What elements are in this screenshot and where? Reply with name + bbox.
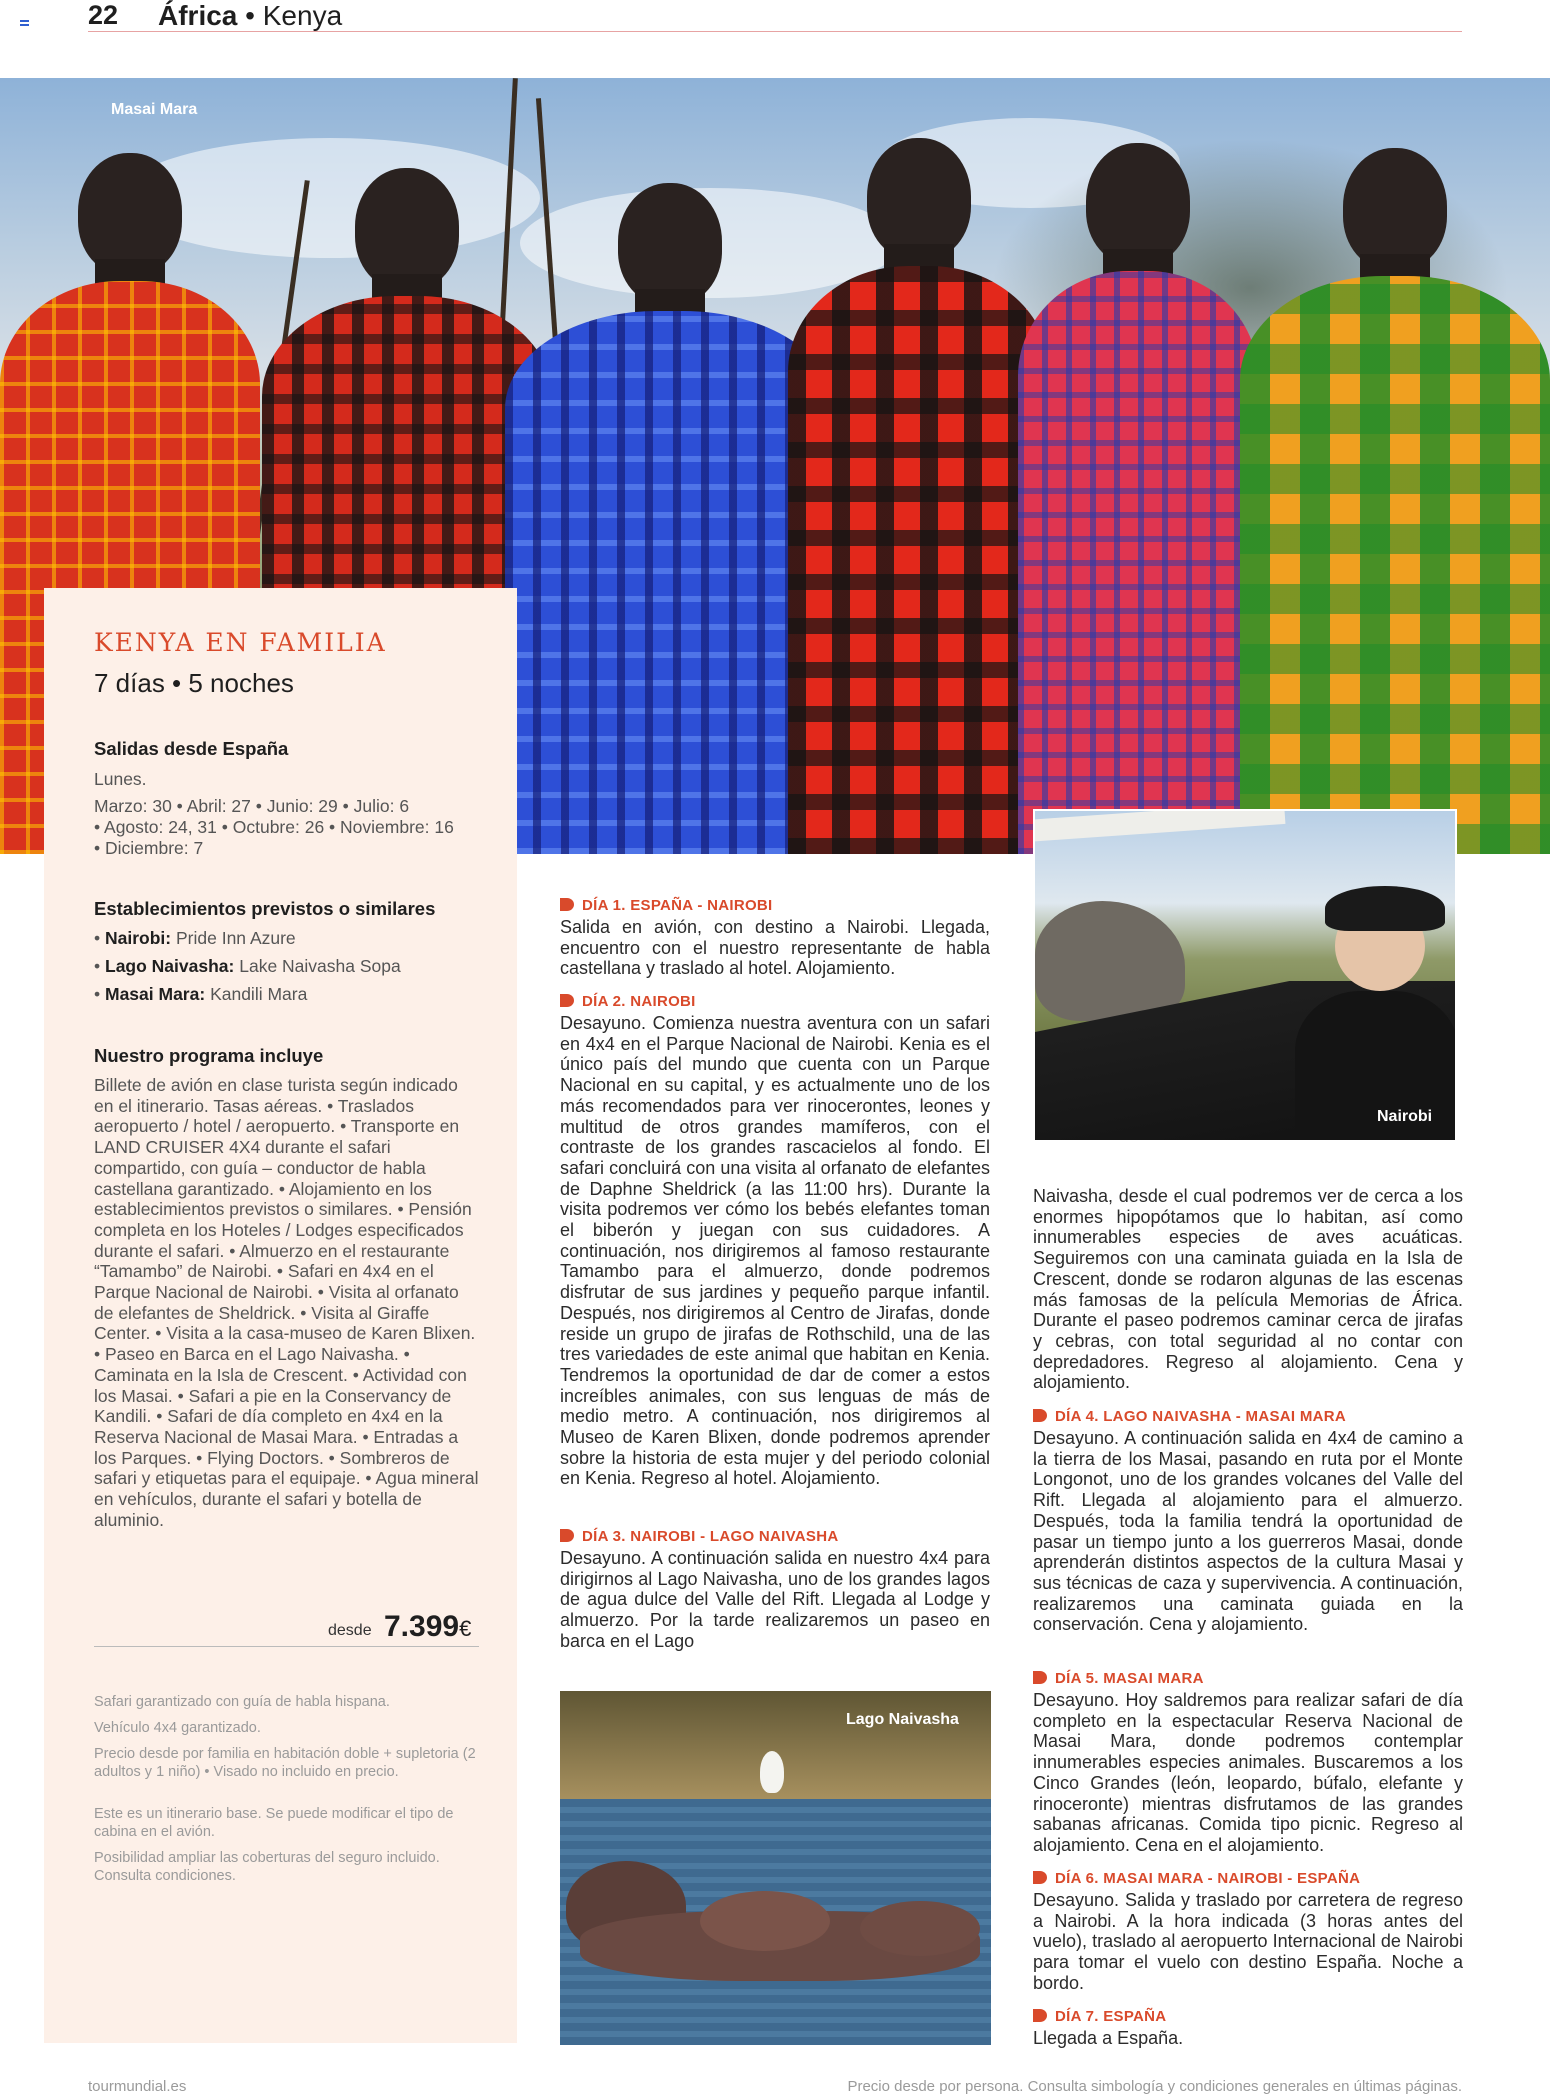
note-price-basis: Precio desde por familia en habitación doble + supletoria (2 adultos y 1 niño) • Visado no incluido en precio. [94,1746,476,1780]
day-3-text-continued: Naivasha, desde el cual podremos ver de cerca a los enormes hipopótamos que lo habitan, así como innumerables especies de aves acuáticas. Seguiremos con una caminata guiada en la Isla de Crescent, donde se rodaron algunas de las escenas más famosas de la película Memorias de África. Durante el paseo podremos caminar cerca de jirafas y cebras, con total seguridad al no contar con depredadores. Regreso al alojamiento. Cena y alojamiento. [1033,1186,1463,1393]
departures-heading: Salidas desde España [94,738,289,759]
day-1-text: Salida en avión, con destino a Nairobi. Llegada, encuentro con el nuestro representante de habla castellana y traslado al hotel. Alojamiento. [560,917,990,979]
price-from-label: desde [328,1622,372,1639]
hotel-item-nairobi: • Nairobi: Pride Inn Azure [94,928,296,948]
hero-caption: Masai Mara [111,101,198,118]
price-amount: 7.399€ [384,1610,472,1643]
note-insurance: Posibilidad ampliar las coberturas del seguro incluido. Consulta condiciones. [94,1850,440,1884]
day-3-text: Desayuno. A continuación salida en nuestro 4x4 para dirigirnos al Lago Naivasha, uno de los grandes lagos de agua dulce del Valle del Rift. Llegada al Lodge y almuerzo. Por la tarde realizaremos un paseo en barca en el Lago [560,1548,990,1651]
warrior-green-yellow-shuka [1240,148,1550,854]
country-name: Kenya [262,0,343,31]
day-6-text: Desayuno. Salida y traslado por carretera de regreso a Nairobi. A la hora indicada (3 horas antes del vuelo), traslado al aeropuerto Internacional de Nairobi para tomar el vuelo con destino España. Noche a bordo. [1033,1890,1463,1993]
day-bullet-icon [1033,1871,1047,1884]
nairobi-caption: Nairobi [1377,1108,1433,1125]
day-bullet-icon [560,898,574,911]
title-separator: • [245,0,255,31]
day-bullet-icon [560,994,574,1007]
day-5-title: DÍA 5. MASAI MARA [1033,1670,1204,1687]
includes-text: Billete de avión en clase turista según indicado en el itinerario. Tasas aéreas. • Traslados aeropuerto / hotel / aeropuerto. • Transporte en LAND CRUISER 4X4 durante el safari compartido, con guía – conductor de habla castellana garantizado. • Alojamiento en los establecimientos previstos o similares. • Pensión completa en los Hoteles / Lodges especificados durante el safari. • Almuerzo en el restaurante “Tamambo” de Nairobi. • Safari en 4x4 en el Parque Nacional de Nairobi. • Visita al orfanato de elefantes de Sheldrick. • Visita al Giraffe Center. • Visita a la casa-museo de Karen Blixen. • Paseo en Barca en el Lago Naivasha. • Caminata en la Isla de Crescent. • Actividad con los Masai. • Safari a pie en la Conservancy de Kandili. • Safari de día completo en 4x4 en la Reserva Nacional de Masai Mara. • Entradas a los Parques. • Flying Doctors. • Sombreros de safari y etiquetas para el equipaje. • Agua mineral en vehículos, durante el safari y botella de aluminio. [94,1075,479,1530]
photo-nairobi-safari [1033,809,1457,1142]
day-2-text: Desayuno. Comienza nuestra aventura con un safari en 4x4 en el Parque Nacional de Nairobi. Kenia es el único país del mundo que cuenta con un Parque Nacional en su capital, y es actualmente uno de los más recomendados para ver rinocerontes, leones y multitud de otros grandes mamíferos, con el contraste de los grandes rascacielos al fondo. El safari concluirá con una visita al orfanato de elefantes de Daphne Sheldrick (a las 11:00 hrs). Durante la visita podremos ver cómo los bebés elefantes toman el biberón y juegan con sus cuidadores. A continuación, nos dirigiremos al famoso restaurante Tamambo para el almuerzo, donde podremos disfrutar de sus jardines y pequeño parque infantil. Después, nos dirigiremos al Centro de Jirafas, donde reside un grupo de jirafas de Rothschild, una de las tres variedades de este animal que habitan en Kenia. Tendremos la oportunidad de dar de comer a estos increíbles animales, con sus lenguas de más de medio metro. A continuación, nos dirigiremos al Museo de Karen Blixen, donde podremos aprender sobre la historia de esta mujer y del periodo colonial en Kenia. Regreso al hotel. Alojamiento. [560,1013,990,1489]
day-4-title: DÍA 4. LAGO NAIVASHA - MASAI MARA [1033,1408,1346,1425]
page-header [88,0,1462,32]
footer-website-link[interactable]: tourmundial.es [88,2078,187,2095]
day-7-text: Llegada a España. [1033,2028,1184,2048]
day-5-text: Desayuno. Hoy saldremos para realizar safari de día completo en la espectacular Reserva Nacional de Masai Mara, donde podremos contemplar innumerables especies animales. Buscaremos a los Cinco Grandes (león, leopardo, búfalo, elefante y rinoceronte) mientras disfrutamos de las grandes sabanas africanas. Comida tipo picnic. Regreso al alojamiento. Cena en el alojamiento. [1033,1690,1463,1855]
trip-name: KENYA EN FAMILIA [94,628,387,657]
hotel-item-naivasha: • Lago Naivasha: Lake Naivasha Sopa [94,956,401,976]
warrior-red-check-shuka [788,138,1050,854]
note-vehicle: Vehículo 4x4 garantizado. [94,1720,261,1736]
warrior-pink-blue-shuka [1018,143,1258,854]
day-3-title: DÍA 3. NAIROBI - LAGO NAIVASHA [560,1528,839,1545]
day-1-title: DÍA 1. ESPAÑA - NAIROBI [560,897,773,914]
departure-dates-line-2: • Agosto: 24, 31 • Octubre: 26 • Noviembre: 16 [94,817,454,837]
day-bullet-icon [1033,1409,1047,1422]
day-2-title: DÍA 2. NAIROBI [560,993,696,1010]
note-guide: Safari garantizado con guía de habla hispana. [94,1694,390,1710]
includes-heading: Nuestro programa incluye [94,1045,324,1066]
warrior-blue-shuka [505,183,835,854]
trip-info-panel [44,588,517,2043]
page-marker-icon [20,20,29,26]
departure-dates-line-1: Marzo: 30 • Abril: 27 • Junio: 29 • Julio: 6 [94,796,410,816]
hotel-item-masai-mara: • Masai Mara: Kandili Mara [94,984,308,1004]
region-name: África [158,0,238,31]
footer-disclaimer: Precio desde por persona. Consulta simbología y condiciones generales en últimas páginas. [847,2078,1462,2095]
day-4-text: Desayuno. A continuación salida en 4x4 de camino a la tierra de los Masai, pasando en ruta por el Monte Longonot, uno de los grandes volcanes del Valle del Rift. Llegada al alojamiento para el almuerzo. Después, toda la familia tendrá la oportunidad de pasar un tiempo junto a los guerreros Masai, donde aprenderán distintos aspectos de la cultura Masai y sus técnicas de caza y supervivencia. A continuación, realizaremos una caminata guiada en la conservación. Cena y alojamiento. [1033,1428,1463,1635]
price-divider [94,1646,479,1647]
day-bullet-icon [1033,2009,1047,2022]
departure-dates-line-3: • Diciembre: 7 [94,838,204,858]
day-6-title: DÍA 6. MASAI MARA - NAIROBI - ESPAÑA [1033,1870,1360,1887]
day-bullet-icon [560,1529,574,1542]
page-number: 22 [88,0,119,30]
naivasha-caption: Lago Naivasha [846,1711,959,1728]
day-bullet-icon [1033,1671,1047,1684]
section-title [158,0,342,32]
photo-lago-naivasha-hippos [560,1691,991,2045]
day-7-title: DÍA 7. ESPAÑA [1033,2008,1166,2025]
hotels-heading: Establecimientos previstos o similares [94,898,436,919]
departure-weekday: Lunes. [94,769,147,789]
trip-duration: 7 días • 5 noches [94,668,294,698]
note-itinerary: Este es un itinerario base. Se puede modificar el tipo de cabina en el avión. [94,1806,454,1840]
